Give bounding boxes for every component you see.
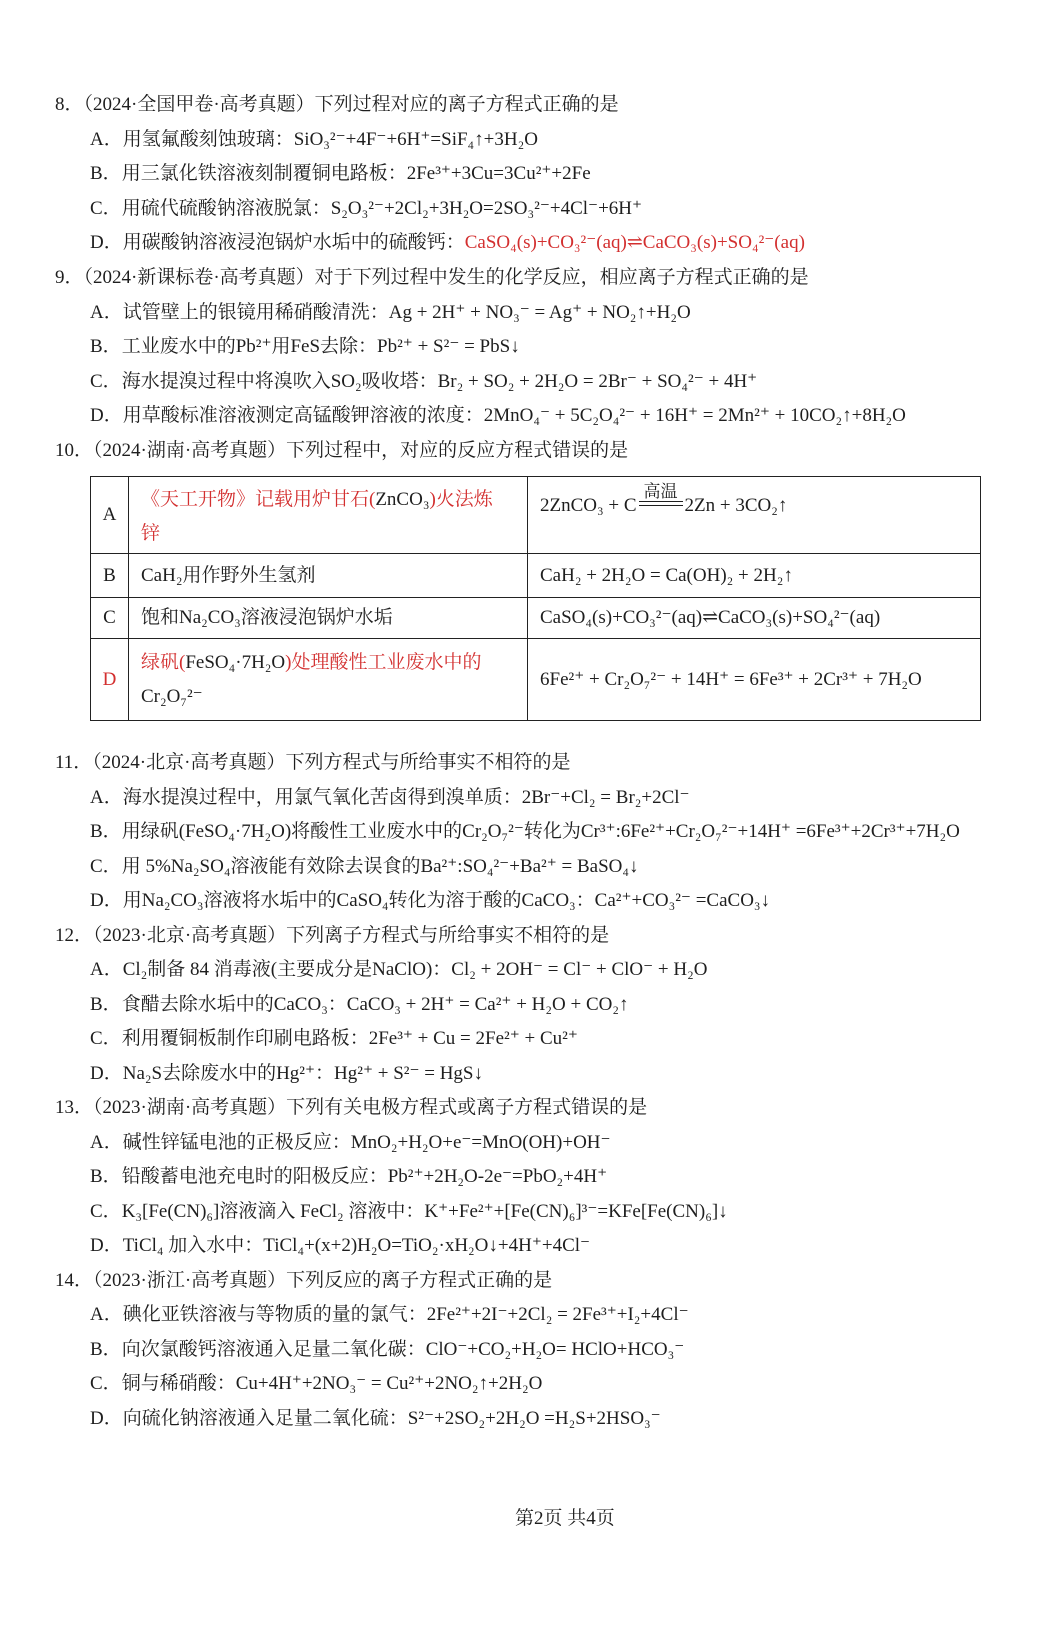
option-label: C． xyxy=(90,1373,122,1394)
process-text: )火法炼 xyxy=(429,489,493,510)
process-text: )处理酸性工业废水中的 xyxy=(285,651,482,673)
option-label: C． xyxy=(90,370,122,392)
question-source: （2023·湖南·高考真题） xyxy=(93,1097,287,1118)
option-text: 铅酸蓄电池充电时的阳极反应：Pb²⁺+2H₂O-2e⁻=PbO₂+4H⁺ xyxy=(121,1166,608,1187)
option-label: C． xyxy=(90,197,122,219)
reaction-equation: CaH₂ + 2H₂O = Ca(OH)₂ + 2H₂↑ xyxy=(528,554,981,598)
process-text: 锌 xyxy=(141,523,161,544)
q8-option-a xyxy=(55,123,1040,158)
option-text: 碘化亚铁溶液与等物质的量的氯气：2Fe²⁺+2I⁻+2Cl₂ = 2Fe³⁺+I₂+4Cl⁻ xyxy=(122,1304,689,1325)
q8-option-d xyxy=(55,226,1040,261)
table-row xyxy=(91,598,981,639)
process-description xyxy=(129,477,528,554)
option-label: D． xyxy=(90,232,123,254)
table-row xyxy=(91,639,981,721)
q11-option-b xyxy=(55,815,1040,850)
process-text: 《天工开物》记载用炉甘石( xyxy=(141,489,376,510)
q13-option-c xyxy=(55,1195,1040,1230)
question-number: 13． xyxy=(55,1097,94,1118)
option-text: 铜与稀硝酸：Cu+4H⁺+2NO₃⁻ = Cu²⁺+2NO₂↑+2H₂O xyxy=(121,1373,543,1394)
reaction-condition xyxy=(639,482,683,513)
option-label: D． xyxy=(90,890,123,911)
q13-option-a xyxy=(55,1126,1040,1161)
option-text: K₃[Fe(CN)₆]溶液滴入 FeCl₂ 溶液中：K⁺+Fe²⁺+[Fe(CN)₆]³⁻=KFe[Fe(CN)₆]↓ xyxy=(121,1200,728,1222)
option-formula-highlighted: CaSO₄(s)+CO₃²⁻(aq)⇌CaCO₃(s)+SO₄²⁻(aq) xyxy=(464,232,805,254)
q9-option-c xyxy=(55,365,1040,400)
question-stem: 下列有关电极方程式或离子方程式错误的是 xyxy=(286,1097,648,1118)
q11-option-d xyxy=(55,884,1040,919)
page-indicator: 第2页 共4页 xyxy=(515,1508,615,1529)
question-source: （2024·全国甲卷·高考真题） xyxy=(83,94,315,115)
option-label: D． xyxy=(90,1235,123,1256)
option-label: A． xyxy=(90,786,123,808)
questions-11-to-14 xyxy=(55,746,1040,1436)
question-source: （2024·新课标卷·高考真题） xyxy=(83,266,315,288)
option-label: A． xyxy=(90,1131,123,1153)
option-label: C． xyxy=(90,855,122,877)
process-formula: Cr₂O₇²⁻ xyxy=(141,685,203,707)
question-number: 9． xyxy=(55,266,84,288)
q11-option-c xyxy=(55,850,1040,885)
q8-option-c xyxy=(55,192,1040,227)
option-label: D． xyxy=(90,1062,123,1084)
option-text: Cl₂制备 84 消毒液(主要成分是NaClO)：Cl₂ + 2OH⁻ = Cl⁻ + ClO⁻ + H₂O xyxy=(122,959,708,980)
question-14-header xyxy=(55,1264,1040,1299)
question-stem: 下列离子方程式与所给事实不相符的是 xyxy=(286,924,610,946)
q9-option-b xyxy=(55,330,1040,365)
q9-option-d xyxy=(55,399,1040,434)
row-label: B xyxy=(91,554,129,598)
question-number: 12． xyxy=(55,924,94,946)
option-label: B． xyxy=(90,163,122,185)
q12-option-a xyxy=(55,953,1040,988)
option-label: A． xyxy=(90,959,123,980)
option-text: 用草酸标准溶液测定高锰酸钾溶液的浓度：2MnO₄⁻ + 5C₂O₄²⁻ + 16H⁺ = 2Mn²⁺ + 10CO₂↑+8H₂O xyxy=(122,405,906,427)
q12-option-c xyxy=(55,1022,1040,1057)
option-text: Na₂S去除废水中的Hg²⁺：Hg²⁺ + S²⁻ = HgS↓ xyxy=(122,1062,483,1084)
question-number: 11． xyxy=(55,752,93,773)
q14-option-b xyxy=(55,1333,1040,1368)
question-stem: 下列反应的离子方程式正确的是 xyxy=(286,1269,553,1291)
option-label: B． xyxy=(90,1338,122,1360)
reaction-equation: CaSO₄(s)+CO₃²⁻(aq)⇌CaCO₃(s)+SO₄²⁻(aq) xyxy=(528,598,981,639)
option-label: C． xyxy=(90,1200,122,1222)
q9-option-a xyxy=(55,296,1040,331)
process-description xyxy=(129,639,528,721)
option-label: A． xyxy=(90,301,123,323)
option-text: 用碳酸钠溶液浸泡锅炉水垢中的硫酸钙： xyxy=(122,232,465,254)
table-row xyxy=(91,477,981,554)
option-label: B． xyxy=(90,993,122,1015)
option-text: 试管壁上的银镜用稀硝酸清洗：Ag + 2H⁺ + NO₃⁻ = Ag⁺ + NO₂↑+H₂O xyxy=(122,301,691,323)
question-source: （2023·浙江·高考真题） xyxy=(93,1269,287,1291)
double-equals-sign xyxy=(639,501,683,506)
q11-option-a xyxy=(55,781,1040,816)
option-text: 海水提溴过程中，用氯气氧化苦卤得到溴单质：2Br⁻+Cl₂ = Br₂+2Cl⁻ xyxy=(122,786,690,808)
questions-8-to-10 xyxy=(55,88,1040,469)
option-label: A． xyxy=(90,128,123,150)
process-description: 饱和Na₂CO₃溶液浸泡锅炉水垢 xyxy=(129,598,528,639)
q14-option-c xyxy=(55,1367,1040,1402)
question-11-header xyxy=(55,746,1040,781)
row-label: C xyxy=(91,598,129,639)
option-text: 食醋去除水垢中的CaCO₃：CaCO₃ + 2H⁺ = Ca²⁺ + H₂O + CO₂↑ xyxy=(121,993,629,1015)
condition-text: 高温 xyxy=(643,482,678,502)
option-text: 用硫代硫酸钠溶液脱氯：S₂O₃²⁻+2Cl₂+3H₂O=2SO₃²⁻+4Cl⁻+6H⁺ xyxy=(121,197,643,219)
equation-right: 2Zn + 3CO₂↑ xyxy=(684,495,788,516)
option-label: B． xyxy=(90,336,122,358)
process-formula: FeSO₄·7H₂O xyxy=(185,651,286,673)
q12-option-b xyxy=(55,988,1040,1023)
question-stem: 下列方程式与所给事实不相符的是 xyxy=(285,752,571,773)
question-number: 8． xyxy=(55,94,84,115)
q13-option-b xyxy=(55,1160,1040,1195)
reaction-table xyxy=(90,476,981,721)
question-source: （2023·北京·高考真题） xyxy=(93,924,287,946)
option-text: 用三氯化铁溶液刻制覆铜电路板：2Fe³⁺+3Cu=3Cu²⁺+2Fe xyxy=(121,163,591,185)
option-text: 工业废水中的Pb²⁺用FeS去除：Pb²⁺ + S²⁻ = PbS↓ xyxy=(121,336,520,358)
question-source: （2024·湖南·高考真题） xyxy=(93,439,287,461)
option-label: A． xyxy=(90,1304,123,1325)
process-formula: ZnCO₃ xyxy=(375,489,430,510)
option-text: 用绿矾(FeSO₄·7H₂O)将酸性工业废水中的Cr₂O₇²⁻转化为Cr³⁺:6Fe²⁺+Cr₂O₇²⁻+14H⁺ =6Fe³⁺+2Cr³⁺+7H₂O xyxy=(121,821,960,842)
q14-option-a xyxy=(55,1298,1040,1333)
reaction-equation xyxy=(528,477,981,554)
option-label: D． xyxy=(90,405,123,427)
q8-option-b xyxy=(55,157,1040,192)
process-text: 绿矾( xyxy=(141,651,186,673)
table-row xyxy=(91,554,981,598)
option-label: D． xyxy=(90,1407,123,1429)
question-stem: 下列过程中，对应的反应方程式错误的是 xyxy=(286,439,629,461)
question-13-header xyxy=(55,1091,1040,1126)
question-12-header xyxy=(55,919,1040,954)
option-text: 利用覆铜板制作印刷电路板：2Fe³⁺ + Cu = 2Fe²⁺ + Cu²⁺ xyxy=(121,1028,578,1049)
question-source: （2024·北京·高考真题） xyxy=(92,752,286,773)
q14-option-d xyxy=(55,1402,1040,1437)
row-label: A xyxy=(91,477,129,554)
option-text: 碱性锌锰电池的正极反应：MnO₂+H₂O+e⁻=MnO(OH)+OH⁻ xyxy=(122,1131,611,1153)
option-text: 用 5%Na₂SO₄溶液能有效除去误食的Ba²⁺:SO₄²⁻+Ba²⁺ = BaSO₄↓ xyxy=(121,855,639,877)
option-text: TiCl₄ 加入水中：TiCl₄+(x+2)H₂O=TiO₂·xH₂O↓+4H⁺+4Cl⁻ xyxy=(122,1235,591,1256)
option-text: 向硫化钠溶液通入足量二氧化硫：S²⁻+2SO₂+2H₂O =H₂S+2HSO₃⁻ xyxy=(122,1407,661,1429)
option-text: 海水提溴过程中将溴吹入SO₂吸收塔：Br₂ + SO₂ + 2H₂O = 2Br⁻ + SO₄²⁻ + 4H⁺ xyxy=(121,370,758,392)
question-number: 10． xyxy=(55,439,94,461)
option-text: 用Na₂CO₃溶液将水垢中的CaSO₄转化为溶于酸的CaCO₃：Ca²⁺+CO₃²⁻ =CaCO₃↓ xyxy=(122,890,771,911)
question-number: 14． xyxy=(55,1269,94,1291)
q13-option-d xyxy=(55,1229,1040,1264)
process-description: CaH₂用作野外生氢剂 xyxy=(129,554,528,598)
option-text: 用氢氟酸刻蚀玻璃：SiO₃²⁻+4F⁻+6H⁺=SiF₄↑+3H₂O xyxy=(122,128,538,150)
question-10-header xyxy=(55,434,1040,469)
option-label: C． xyxy=(90,1028,122,1049)
option-label: B． xyxy=(90,821,122,842)
question-stem: 下列过程对应的离子方程式正确的是 xyxy=(314,94,619,115)
question-stem: 对于下列过程中发生的化学反应，相应离子方程式正确的是 xyxy=(314,266,809,288)
reaction-equation: 6Fe²⁺ + Cr₂O₇²⁻ + 14H⁺ = 6Fe³⁺ + 2Cr³⁺ + 7H₂O xyxy=(528,639,981,721)
question-8-header xyxy=(55,88,1040,123)
option-text: 向次氯酸钙溶液通入足量二氧化碳：ClO⁻+CO₂+H₂O= HClO+HCO₃⁻ xyxy=(121,1338,685,1360)
equation-left: 2ZnCO₃ + C xyxy=(540,495,637,516)
row-label: D xyxy=(91,639,129,721)
q12-option-d xyxy=(55,1057,1040,1092)
option-label: B． xyxy=(90,1166,122,1187)
question-9-header xyxy=(55,261,1040,296)
